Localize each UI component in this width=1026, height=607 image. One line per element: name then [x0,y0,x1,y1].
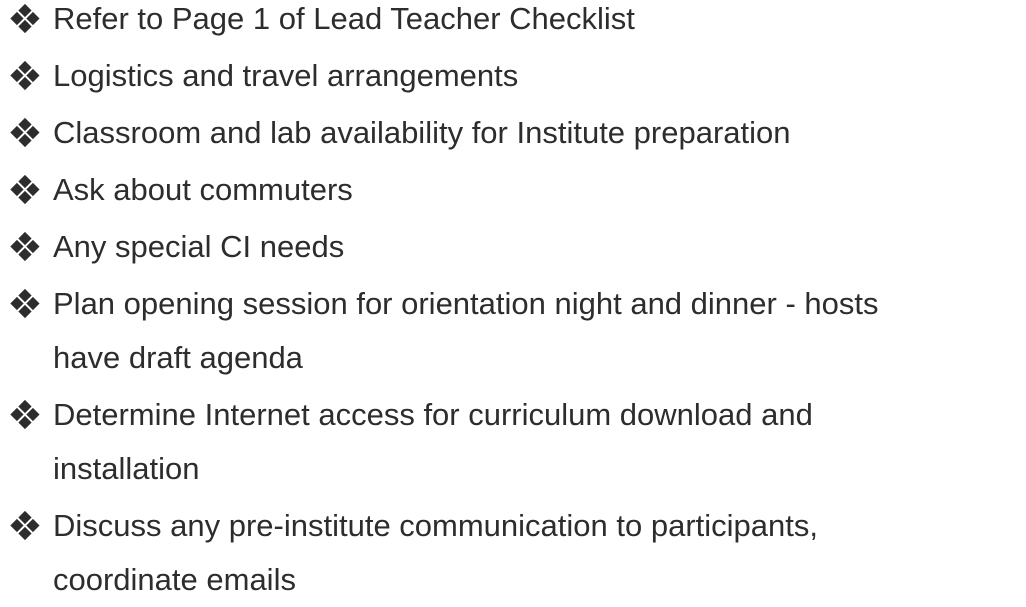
list-item [7,160,1026,217]
list-item-line: Ask about commuters [53,172,353,207]
diamond-bullet-icon: ❖ [7,168,43,214]
diamond-bullet-icon: ❖ [7,0,43,43]
list-item-line: Classroom and lab availability for Institute preparation [53,115,791,150]
list-item-text [53,220,1026,274]
list-item-line: Plan opening session for orientation night and dinner - hosts [53,286,879,321]
list-item [7,46,1026,103]
diamond-bullet-icon: ❖ [7,225,43,271]
list-item-text [53,49,1026,103]
diamond-bullet-icon: ❖ [7,393,43,439]
list-item-text [53,277,1026,385]
list-item-text [53,106,1026,160]
list-item-line: coordinate emails [53,562,296,597]
list-item-text [53,0,1026,46]
list-item-line: Discuss any pre-institute communication to participants, [53,508,818,543]
diamond-bullet-icon: ❖ [7,54,43,100]
list-item [7,0,1026,46]
list-item-text [53,388,1026,496]
list-item-line: Refer to Page 1 of Lead Teacher Checklist [53,1,635,36]
list-item-line: have draft agenda [53,340,303,375]
diamond-bullet-icon: ❖ [7,111,43,157]
list-item [7,274,1026,385]
list-item [7,496,1026,607]
list-item [7,385,1026,496]
list-item-line: Logistics and travel arrangements [53,58,519,93]
list-item-text [53,499,1026,607]
list-item [7,217,1026,274]
list-item-line: Determine Internet access for curriculum download and [53,397,813,432]
list-item-line: installation [53,451,200,486]
diamond-bullet-icon: ❖ [7,282,43,328]
list-item [7,103,1026,160]
list-item-line: Any special CI needs [53,229,345,264]
list-item-text [53,163,1026,217]
diamond-bullet-icon: ❖ [7,504,43,550]
